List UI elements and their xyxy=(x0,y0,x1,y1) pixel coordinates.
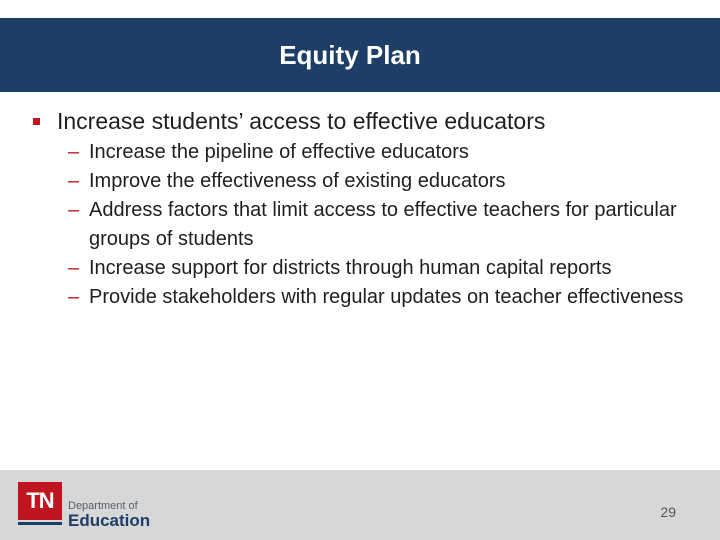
dash-bullet-icon: – xyxy=(68,257,80,279)
sub-bullet-text: Increase support for districts through human capital reports xyxy=(89,257,612,279)
sub-bullet-item xyxy=(68,254,690,283)
sub-bullet-text: Improve the effectiveness of existing educators xyxy=(89,170,506,192)
footer-bar xyxy=(0,470,720,540)
logo-dept-text: Department of xyxy=(68,500,138,512)
sub-bullet-list xyxy=(30,138,690,312)
dash-bullet-icon: – xyxy=(68,141,80,163)
dash-bullet-icon: – xyxy=(68,286,80,308)
tn-logo-box: TN xyxy=(18,482,62,520)
square-bullet-icon xyxy=(33,118,40,125)
main-bullet xyxy=(30,104,690,138)
sub-bullet-item xyxy=(68,283,690,312)
sub-bullet-text: Increase the pipeline of effective educators xyxy=(89,141,469,163)
page-number: 29 xyxy=(660,504,676,520)
sub-bullet-item xyxy=(68,167,690,196)
sub-bullet-item xyxy=(68,196,690,254)
slide-title: Equity Plan xyxy=(279,39,421,70)
sub-bullet-text: Address factors that limit access to effective teachers for particular groups of students xyxy=(89,199,677,250)
logo-divider xyxy=(18,522,62,525)
logo-education-text: Education xyxy=(68,511,151,530)
main-bullet-text: Increase students’ access to effective educators xyxy=(57,108,546,134)
title-bar xyxy=(0,18,720,92)
tn-education-logo xyxy=(18,482,158,532)
sub-bullet-text: Provide stakeholders with regular updates on teacher effectiveness xyxy=(89,286,684,308)
dash-bullet-icon: – xyxy=(68,170,80,192)
slide-content xyxy=(30,104,690,312)
dash-bullet-icon: – xyxy=(68,199,80,221)
sub-bullet-item xyxy=(68,138,690,167)
